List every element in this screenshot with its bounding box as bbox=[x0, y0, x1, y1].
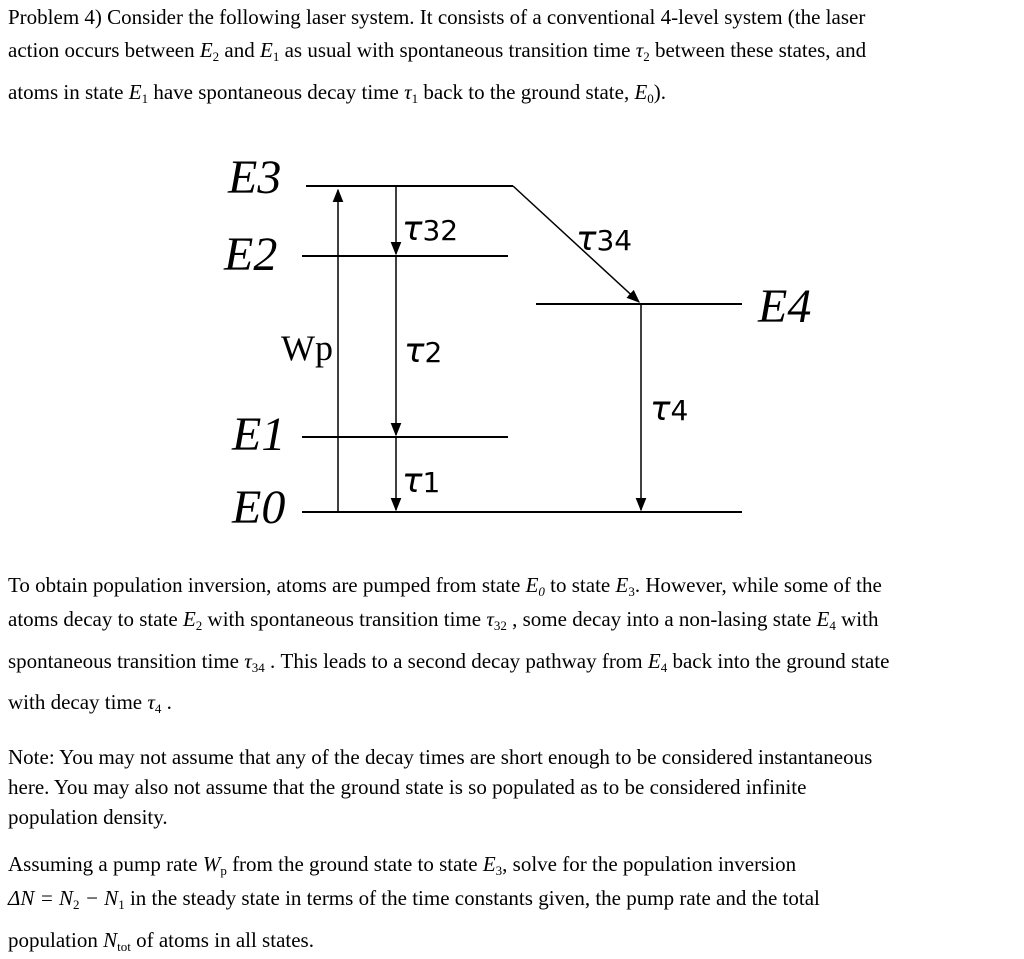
level-label-e0: E0 bbox=[232, 481, 286, 530]
label-tau32: τ32 bbox=[402, 209, 459, 249]
note-line-1: Note: You may not assume that any of the decay times are short enough to be considered instantaneous bbox=[8, 745, 873, 769]
energy-level-diagram bbox=[0, 130, 1024, 530]
task-line-1: Assuming a pump rate $W_p$ from the ground state to state $E_3$, solve for the population inversion bbox=[8, 852, 797, 878]
explanation-line-1: To obtain population inversion, atoms are pumped from state $E_0$ to state $E_3$. However, while some of the bbox=[8, 573, 882, 599]
population-inversion-equation: ΔN = N bbox=[8, 886, 74, 910]
label-tau4: τ4 bbox=[650, 389, 689, 429]
label-tau1: τ1 bbox=[402, 461, 441, 501]
explanation-line-3: spontaneous transition time $\tau_{34}$ . This leads to a second decay pathway from $E_4$ back into the ground state bbox=[8, 649, 890, 675]
level-label-e3: E3 bbox=[228, 151, 282, 204]
note-line-3: population density. bbox=[8, 805, 168, 829]
explanation-line-2: atoms decay to state $E_2$ with spontaneous transition time $\tau_{32}$ , some decay into a non-lasing state $E_4$ with bbox=[8, 607, 879, 633]
intro-line-1: Problem 4) Consider the following laser system. It consists of a conventional 4-level system (the laser bbox=[8, 5, 866, 29]
intro-line-3: atoms in state $E_1$ have spontaneous decay time $\tau_1$ back to the ground state, $E_0$). bbox=[8, 80, 667, 106]
pump-label-wp: Wp bbox=[281, 328, 333, 368]
task-line-2: $\Delta N = N_2 - N_1$ in the steady state in terms of the time constants given, the pump rate and the total bbox=[8, 886, 820, 912]
note-line-2: here. You may also not assume that the ground state is so populated as to be considered infinite bbox=[8, 775, 807, 799]
intro-line-2: action occurs between $E_2$ and $E_1$ as usual with spontaneous transition time $\tau_2$ between these states, and bbox=[8, 38, 867, 64]
level-label-e1: E1 bbox=[232, 408, 286, 461]
label-tau2: τ2 bbox=[404, 331, 443, 371]
task-line-3: population $N_{tot}$ of atoms in all states. bbox=[8, 928, 314, 954]
level-label-e4: E4 bbox=[758, 280, 812, 333]
level-label-e2: E2 bbox=[224, 228, 278, 281]
label-tau34: τ34 bbox=[576, 219, 633, 259]
explanation-line-4: with decay time $\tau_4$ . bbox=[8, 690, 172, 716]
